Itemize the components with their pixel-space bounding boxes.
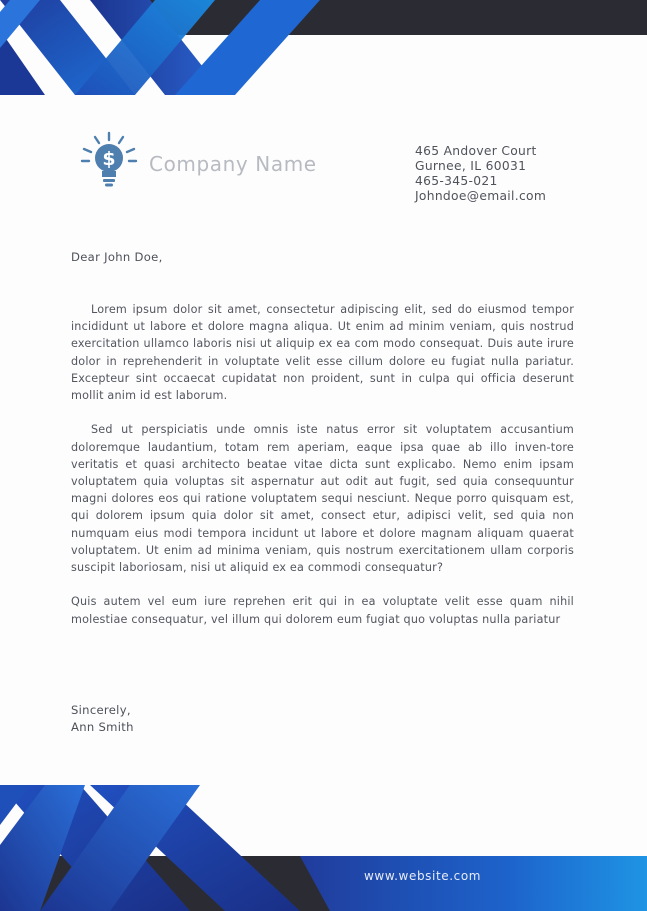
address-email: Johndoe@email.com — [415, 189, 547, 203]
address-street: 465 Andover Court — [415, 144, 537, 158]
bottom-blue-bar — [300, 856, 647, 911]
svg-text:$: $ — [102, 148, 116, 170]
paragraph-3: Quis autem vel eum iure reprehen erit qui in ea voluptate velit esse quam nihil molestiae consequatur, vel illum qui dolorem eum fugiat quo voluptas nulla pariatur — [71, 595, 574, 626]
website-link[interactable]: www.website.com — [364, 869, 482, 883]
closing-block — [71, 702, 134, 736]
company-name: Company Name — [149, 152, 317, 176]
address-block — [415, 144, 546, 204]
paragraph-1: Lorem ipsum dolor sit amet, consectetur adipiscing elit, sed do eiusmod tempor incididunt ut labore et dolore magna aliqua. Ut enim ad minim veniam, quis nostrud exercitation ullamco laboris nisi ut aliquip ex ea com modo consequat. Duis aute irure dolor in reprehenderit in voluptate velit esse cillum dolore eu fugiat nulla pariatur. Excepteur sint occaecat cupidatat non proident, sunt in culpa qui officia deserunt mollit anim id est laborum. — [71, 303, 574, 403]
paragraph-2: Sed ut perspiciatis unde omnis iste natus error sit voluptatem accusantium doloremque laudantium, totam rem aperiam, eaque ipsa quae ab illo inven-tore veritatis et quasi architecto beatae vitae dicta sunt explicabo. Nemo enim ipsam voluptatem quia voluptas sit aspernatur aut odit aut fugit, sed quia consequuntur magni dolores eos qui ratione voluptatem sequi nesciunt. Neque porro quisquam est, qui dolorem ipsum quia dolor sit amet, consect etur, adipisci velit, sed quia non numquam eius modi tempora incidunt ut labore et dolore magnam aliquam quaerat voluptatem. Ut enim ad minima veniam, quis nostrum exercitationem ullam corporis suscipit laboriosam, nisi ut aliquid ex ea commodi consequatur? — [71, 423, 574, 575]
lightbulb-dollar-icon — [80, 131, 138, 189]
address-city: Gurnee, IL 60031 — [415, 159, 527, 173]
address-phone: 465-345-021 — [415, 174, 498, 188]
closing-word: Sincerely, — [71, 703, 131, 717]
header-decoration — [0, 0, 647, 100]
footer-decoration — [0, 785, 647, 911]
signature-name: Ann Smith — [71, 720, 134, 735]
letter-body — [71, 301, 574, 645]
top-dark-band — [150, 0, 647, 35]
salutation: Dear John Doe, — [71, 250, 163, 264]
